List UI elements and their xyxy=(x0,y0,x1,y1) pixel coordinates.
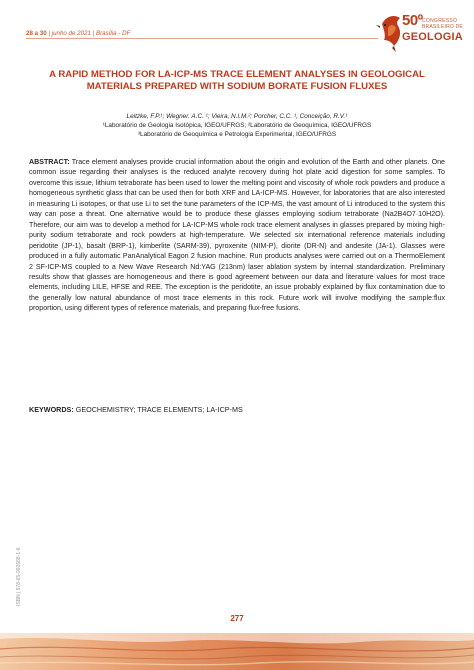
keywords-label: KEYWORDS: xyxy=(29,405,74,414)
affiliation-line: ¹Laboratório de Geologia Isotópica, IGEO/UFRGS; ²Laboratório de Geoquímica, IGEO/UFRGS xyxy=(102,122,372,129)
event-days: 28 a 30 xyxy=(26,30,47,37)
logo-line-1: CONGRESSO xyxy=(422,18,458,24)
header-rule xyxy=(26,38,378,39)
abstract-text: Trace element analyses provide crucial information about the origin and evolution of the Earth and other planets. One common issue regarding their analyses is the reduced analyte recovery during hot plate acid digestion for some samples. To overcome this issue, lithium tetraborate has been used to lower the melting point and viscosity of whole rock powders and produce a homogeneous synthetic glass that can be used then for both XRF and LA-ICP-MS. However, for laboratories that are also interested in measuring Li isotopes, or that use Li to set the tune parameters of the ICP-MS, the vast amount of Li introduced to the system this way can pose a threat. One alternative would be to produce these glasses employing sodium tetraborate (Na2B4O7·10H2O). Therefore, our aim was to develop a method for LA-ICP-MS whole rock trace element analyses in glasses prepared by mixing high-purity sodium tetraborate and rock powders at high-temperature. We selected six international reference materials including peridotite (JP-1), basalt (BRP-1), kimberlite (SARM-39), pyroxenite (NIM-P), diorite (DR-N) and andesite (JA-1). Glasses were produced in a fully automatic PanAnalytical Eagon 2 fusion machine. Run products analyses were carried out on a ThermoElement 2 SF-ICP-MS coupled to a New Wave Research Nd:YAG (213nm) laser ablation system by internal standardization. Preliminary results show that glasses are homogeneous and there is good agreement between our data and literature values for most trace elements, including LILE, HFSE and REE. The exception is the peridotite, an issue probably explained by flux contamination due to the generally low natural abundance of most trace elements in this rock. Future work will involve modifying the sample:flux proportion, using different types of reference materials, and preparing flux-free fusions. xyxy=(29,158,445,313)
abstract xyxy=(29,157,445,314)
paper-title: A RAPID METHOD FOR LA-ICP-MS TRACE ELEMENT ANALYSES IN GEOLOGICAL MATERIALS PREPARED WITH SODIUM BORATE FUSION FLUXES xyxy=(49,69,425,92)
authors: Leitzke, F.P.¹; Wegner. A.C. ¹; Vieira, N.I.M.²; Porcher, C.C. ¹, Conceição, R.V.¹ xyxy=(126,113,348,120)
page-header xyxy=(0,0,474,60)
logo-number: 50º xyxy=(402,12,423,29)
keywords xyxy=(29,405,445,414)
logo-line-2: BRASILEIRO DE xyxy=(422,24,463,30)
keywords-text: GEOCHEMISTRY; TRACE ELEMENTS; LA-ICP-MS xyxy=(73,405,243,414)
decorative-footer-stripe xyxy=(0,633,474,670)
logo-line-3: GEOLOGIA xyxy=(402,31,463,43)
isbn-sidebar xyxy=(10,540,20,610)
abstract-label: ABSTRACT: xyxy=(29,158,70,166)
isbn-text: ISBN | 978-65-992688-1-6 xyxy=(16,547,22,606)
affiliation-line: ³Laboratório de Geoquímica e Petrologia Experimental, IGEO/UFRGS xyxy=(137,130,337,138)
congress-logo xyxy=(376,6,470,56)
event-date-rest: | junho de 2021 | Brasília - DF xyxy=(46,30,131,37)
affiliations xyxy=(40,122,434,139)
event-date xyxy=(26,30,130,37)
page-number: 277 xyxy=(230,614,244,623)
